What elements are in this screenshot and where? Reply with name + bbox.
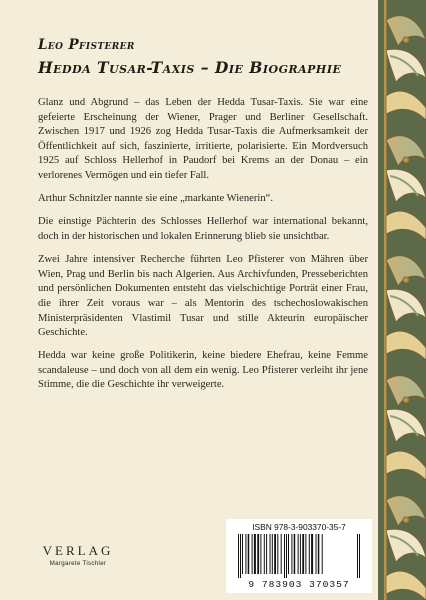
publisher-logo [38,543,118,567]
publisher-subtitle: Margarete Tischler [49,560,107,567]
blurb-paragraph: Arthur Schnitzler nannte sie eine „markante Wienerin“. [38,193,273,205]
barcode-bars [236,534,362,578]
blurb-paragraph: Glanz und Abgrund – das Leben der Hedda Tusar-Taxis. Sie war eine gefeierte Erscheinung der Wiener, Prager und Berliner Gesellschaft. Zwischen 1917 und 1926 zog Hedda Tusar-Taxis die Aufmerksamkeit der Öffentlichkeit auf sich, faszinierte, irritierte, polarisierte. Ein Mordversuch 1925 auf Schloss Hellerhof in Paudorf bei Krems an der Donau – ein verlorenes Vermögen und ein tiefer Fall. [38,97,368,181]
ean-digits: 9 783903 370357 [248,579,350,590]
book-title: Hedda Tusar-Taxis – Die Biographie [38,58,342,77]
blurb-paragraph: Die einstige Pächterin des Schlosses Hellerhof war international bekannt, doch in der historischen und lokalen Erinnerung blieb sie unsichtbar. [38,216,368,242]
isbn-barcode [226,519,372,593]
art-nouveau-ornament [378,0,426,600]
author-name: Leo Pfisterer [38,37,135,53]
blurb-text [38,96,368,402]
publisher-name: VERLAG [42,543,114,558]
isbn-label: ISBN 978-3-903370-35-7 [252,522,346,532]
blurb-paragraph: Hedda war keine große Politikerin, keine biedere Ehefrau, keine Femme scandaleuse – und doch von all dem ein wenig. Leo Pfisterer verleiht ihr jene Stimme, die die Geschichte ihr verweigerte. [38,350,368,391]
blurb-paragraph: Zwei Jahre intensiver Recherche führten Leo Pfisterer von Mähren über Wien, Prag und Berlin bis nach Algerien. Aus Archivfunden, Presseberichten und persönlichen Dokumenten entsteht das vielschichtige Porträt einer Frau, die ihrer Zeit voraus war – als Mentorin des tschechoslowakischen Ministerpräsidenten Vlastimil Tusar und stille Akteurin europäischer Geschichte. [38,254,368,339]
